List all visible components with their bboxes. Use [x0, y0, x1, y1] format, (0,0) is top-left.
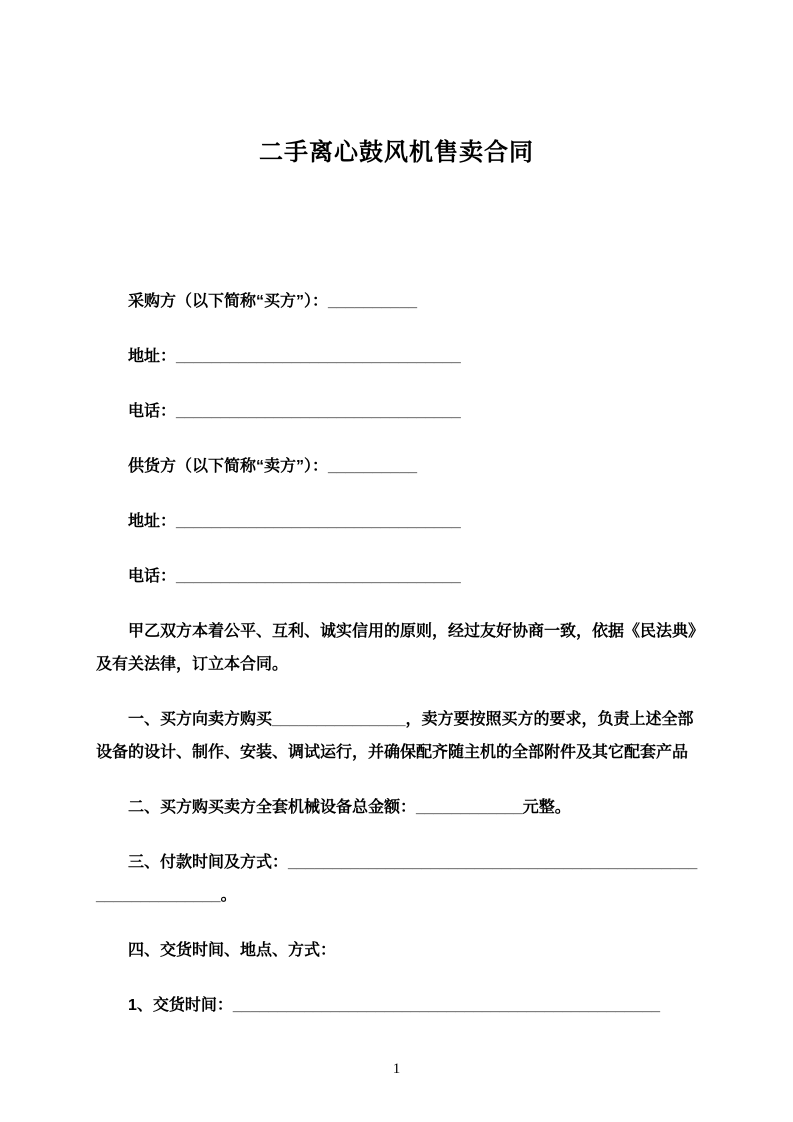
seller-name-line: 供货方（以下简称“卖方”）：__________ — [128, 458, 417, 475]
buyer-name-line: 采购方（以下简称“买方”）：__________ — [128, 293, 417, 310]
document-body — [96, 285, 698, 1022]
clause-4-heading: 四、交货时间、地点、方式： — [128, 942, 337, 959]
clause-1-paragraph: 一、买方向卖方购买_______________，卖方要按照买方的要求，负责上述全部设备的设计、制作、安装、调试运行，并确保配齐随主机的全部附件及其它配套产品 — [96, 711, 694, 761]
seller-phone-line: 电话：________________________________ — [128, 568, 461, 585]
preamble-paragraph: 甲乙双方本着公平、互利、诚实信用的原则，经过友好协商一致，依据《民法典》及有关法律，订立本合同。 — [96, 623, 697, 673]
clause-3-paragraph: 三、付款时间及方式：____________________________________________________________。 — [96, 854, 698, 904]
clause-2-paragraph: 二、买方购买卖方全套机械设备总金额：____________元整。 — [128, 799, 571, 816]
seller-address-line: 地址：________________________________ — [128, 513, 461, 530]
page-number: 1 — [392, 1061, 401, 1077]
clause-4-item-1: 1、交货时间：________________________________________________ — [128, 997, 661, 1014]
document-title: 二手离心鼓风机售卖合同 — [259, 139, 534, 166]
buyer-phone-line: 电话：________________________________ — [128, 403, 461, 420]
buyer-address-line: 地址：________________________________ — [128, 348, 461, 365]
